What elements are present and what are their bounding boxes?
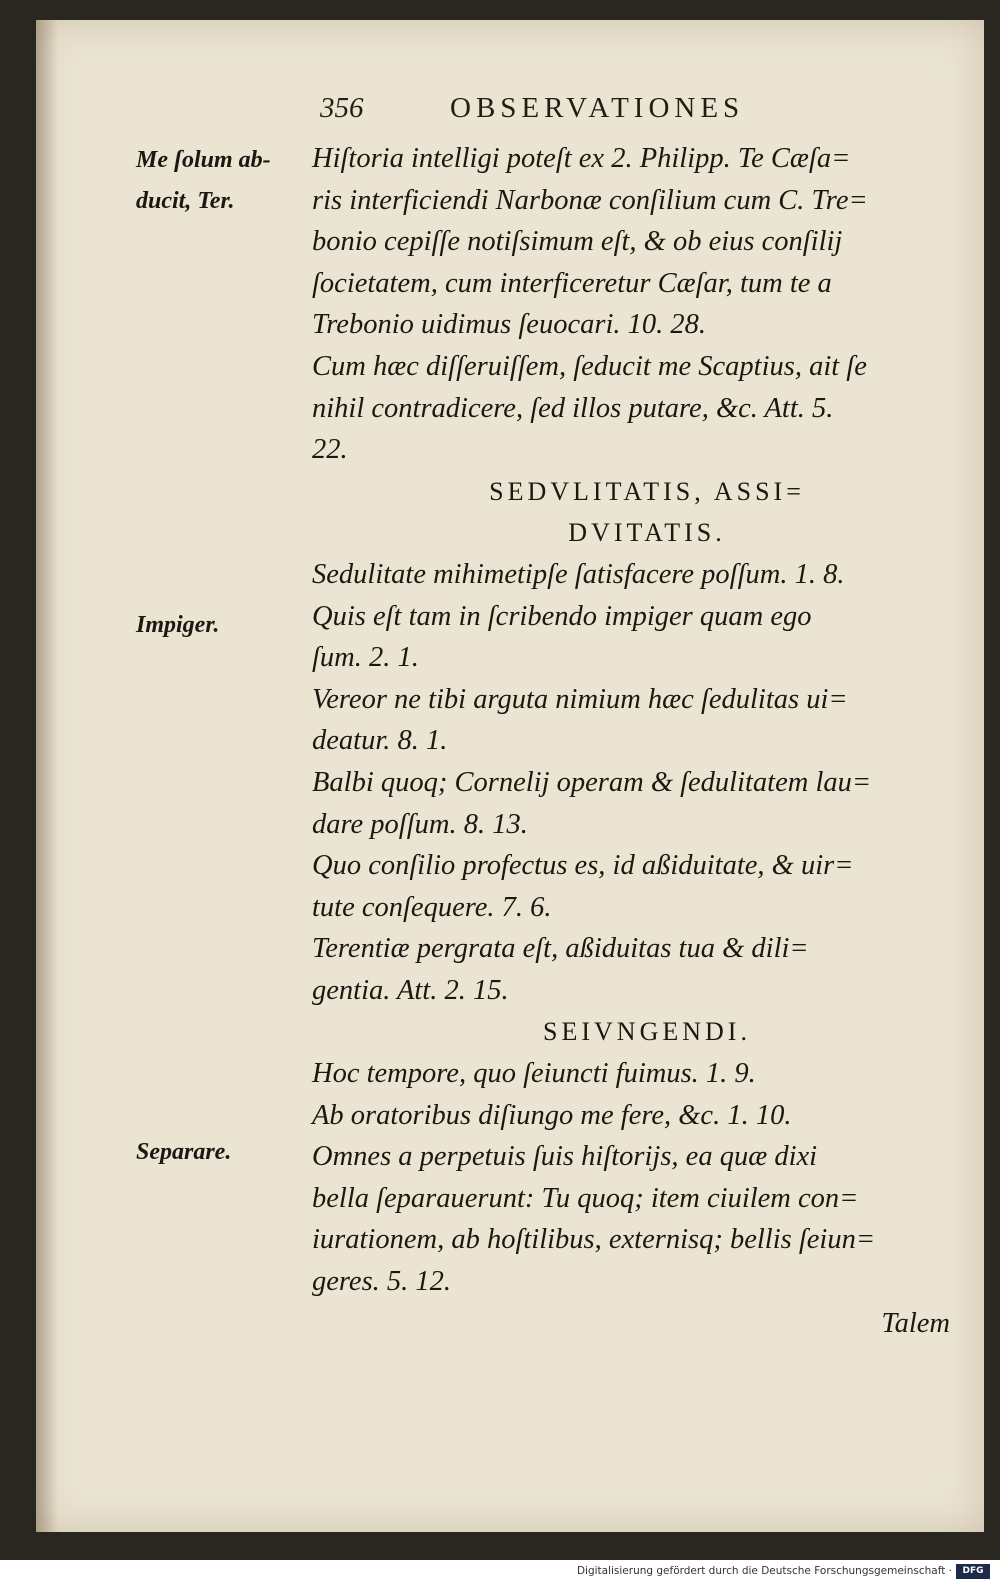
running-title: OBSERVATIONES (450, 92, 745, 124)
text-line: deatur. 8. 1. (312, 725, 448, 757)
text-line: Omnes a perpetuis ſuis hiſtorijs, ea quæ dixi (312, 1141, 818, 1173)
text-line: ris interficiendi Narbonæ conſilium cum C. Tre= (312, 184, 868, 216)
margin-note-line: Me ſolum ab‑ (136, 147, 271, 173)
text-line: dare poſſum. 8. 13. (312, 808, 528, 840)
text-line: Sedulitate mihimetipſe ſatisfacere poſſum. 1. 8. (312, 558, 845, 590)
text-line: Balbi quoq; Cornelij operam & ſedulitatem lau= (312, 766, 872, 798)
text-line: 22. (312, 434, 348, 466)
text-line: Hoc tempore, quo ſeiuncti fuimus. 1. 9. (312, 1058, 756, 1090)
text-line: Cum hæc diſſeruiſſem, ſeducit me Scaptius, ait ſe (312, 350, 867, 382)
main-text (312, 138, 962, 1344)
section-heading: DVITATIS. (568, 518, 726, 548)
funding-credit: Digitalisierung gefördert durch die Deutsche Forschungsgemeinschaft · (576, 1565, 952, 1577)
text-line: ſum. 2. 1. (312, 642, 419, 674)
text-line: bella ſeparauerunt: Tu quoq; item ciuilem con= (312, 1182, 859, 1214)
text-line: Vereor ne tibi arguta nimium hæc ſedulitas ui= (312, 683, 848, 715)
text-line: nihil contradicere, ſed illos putare, &c. Att. 5. (312, 392, 834, 424)
text-line: gentia. Att. 2. 15. (312, 974, 509, 1006)
text-line: bonio cepiſſe notiſsimum eſt, & ob eius conſilij (312, 226, 843, 258)
text-line: Quo conſilio profectus es, id aßiduitate, & uir= (312, 850, 854, 882)
text-line: Ab oratoribus diſiungo me fere, &c. 1. 10. (312, 1099, 792, 1131)
digitization-footer (0, 1560, 1000, 1585)
margin-note-separare (136, 1132, 306, 1173)
text-line: Hiſtoria intelligi poteſt ex 2. Philipp. Te Cæſa= (312, 143, 851, 174)
page-header (320, 92, 880, 132)
margin-note-line: ducit, Ter. (136, 188, 235, 214)
page-number: 356 (320, 92, 364, 124)
section-heading: SEIVNGENDI. (543, 1017, 751, 1047)
text-line: geres. 5. 12. (312, 1266, 452, 1298)
margin-note-me-solum (136, 140, 306, 222)
text-line: tute conſequere. 7. 6. (312, 891, 552, 923)
page-gutter-shadow (36, 20, 58, 1532)
dfg-logo-icon: DFG (956, 1564, 990, 1579)
text-line: ſocietatem, cum interficeretur Cæſar, tum te a (312, 267, 832, 299)
text-line: iurationem, ab hoſtilibus, externisq; bellis ſeiun= (312, 1224, 876, 1256)
text-line: Quis eſt tam in ſcribendo impiger quam ego (312, 600, 812, 632)
margin-note-line: Impiger. (136, 612, 220, 638)
margin-note-line: Separare. (136, 1139, 232, 1165)
catchword: Talem (881, 1307, 950, 1339)
margin-note-impiger (136, 605, 306, 646)
text-line: Terentiæ pergrata eſt, aßiduitas tua & dili= (312, 933, 809, 965)
section-heading: SEDVLITATIS, ASSI= (489, 476, 805, 506)
text-line: Trebonio uidimus ſeuocari. 10. 28. (312, 309, 706, 341)
